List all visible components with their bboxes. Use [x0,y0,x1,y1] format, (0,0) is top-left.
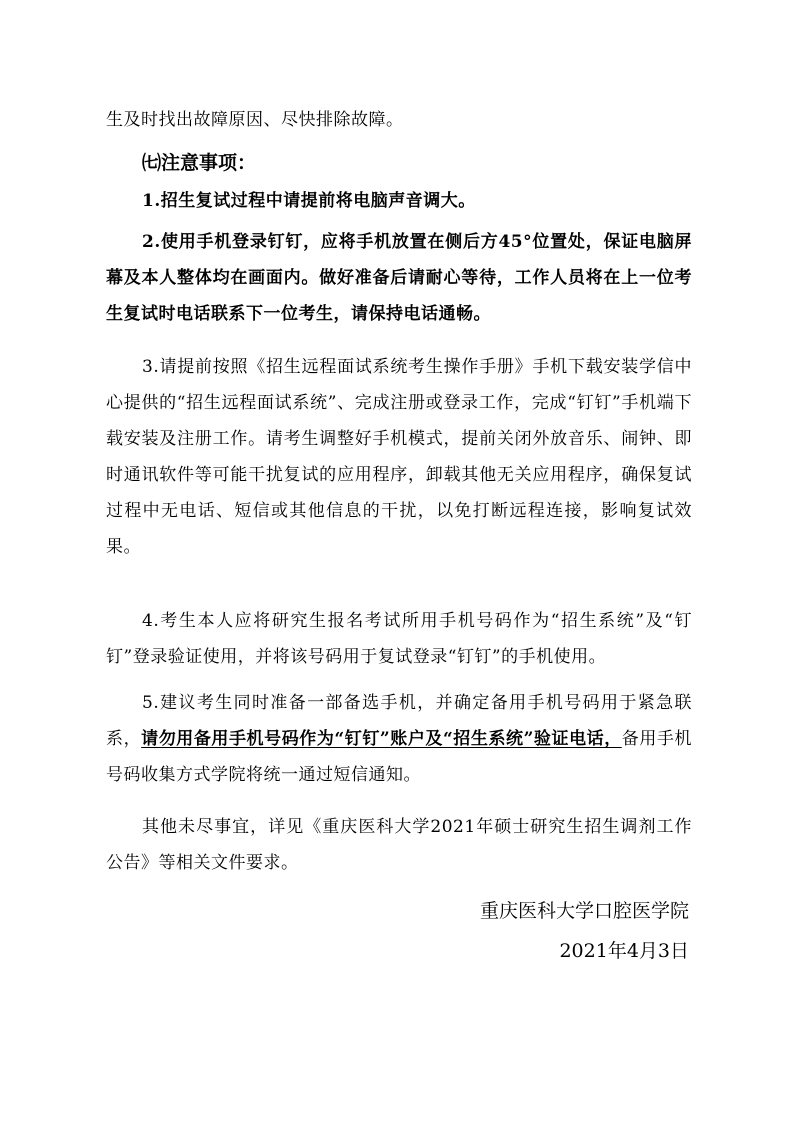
signature-date: 2021年4月3日 [559,940,689,962]
notice-item-5-emphasis: 请勿用备用手机号码作为“钉钉”账户及“招生系统”验证电话， [141,729,622,749]
continuation-paragraph: 生及时找出故障原因、尽快排除故障。 [106,110,404,130]
signature-organization: 重庆医科大学口腔医学院 [479,900,689,922]
notice-item-3: 3.请提前按照《招生远程面试系统考生操作手册》手机下载安装学信中心提供的“招生远程面试系统”、完成注册或登录工作，完成“钉钉”手机端下载安装及注册工作。请考生调整好手机模式，提前关闭外放音乐、闹钟、即时通讯软件等可能干扰复试的应用程序，卸载其他无关应用程序，确保复试过程中无电话、短信或其他信息的干扰，以免打断远程连接，影响复试效果。 [106,357,692,557]
notice-item-5-lead: 5.建议考生同时准备一部备选手机，并确定备用手机号码用于紧急联系， [106,693,692,749]
notice-item-5 [106,685,692,793]
notice-item-5-tail: 备用手机号码收集方式学院将统一通过短信通知。 [106,729,692,785]
section-heading: ㈦注意事项： [142,152,257,174]
notice-item-2: 2.使用手机登录钉钉，应将手机放置在侧后方45°位置处，保证电脑屏幕及本人整体均在画面内。做好准备后请耐心等待，工作人员将在上一位考生复试时电话联系下一位考生，请保持电话通畅。 [106,232,692,324]
notice-item-4: 4.考生本人应将研究生报名考试所用手机号码作为“招生系统”及“钉钉”登录验证使用，并将该号码用于复试登录“钉钉”的手机使用。 [106,611,692,667]
notice-item-1: 1.招生复试过程中请提前将电脑声音调大。 [142,191,476,211]
closing-note: 其他未尽事宜，详见《重庆医科大学2021年硕士研究生招生调剂工作公告》等相关文件要求。 [106,817,692,873]
